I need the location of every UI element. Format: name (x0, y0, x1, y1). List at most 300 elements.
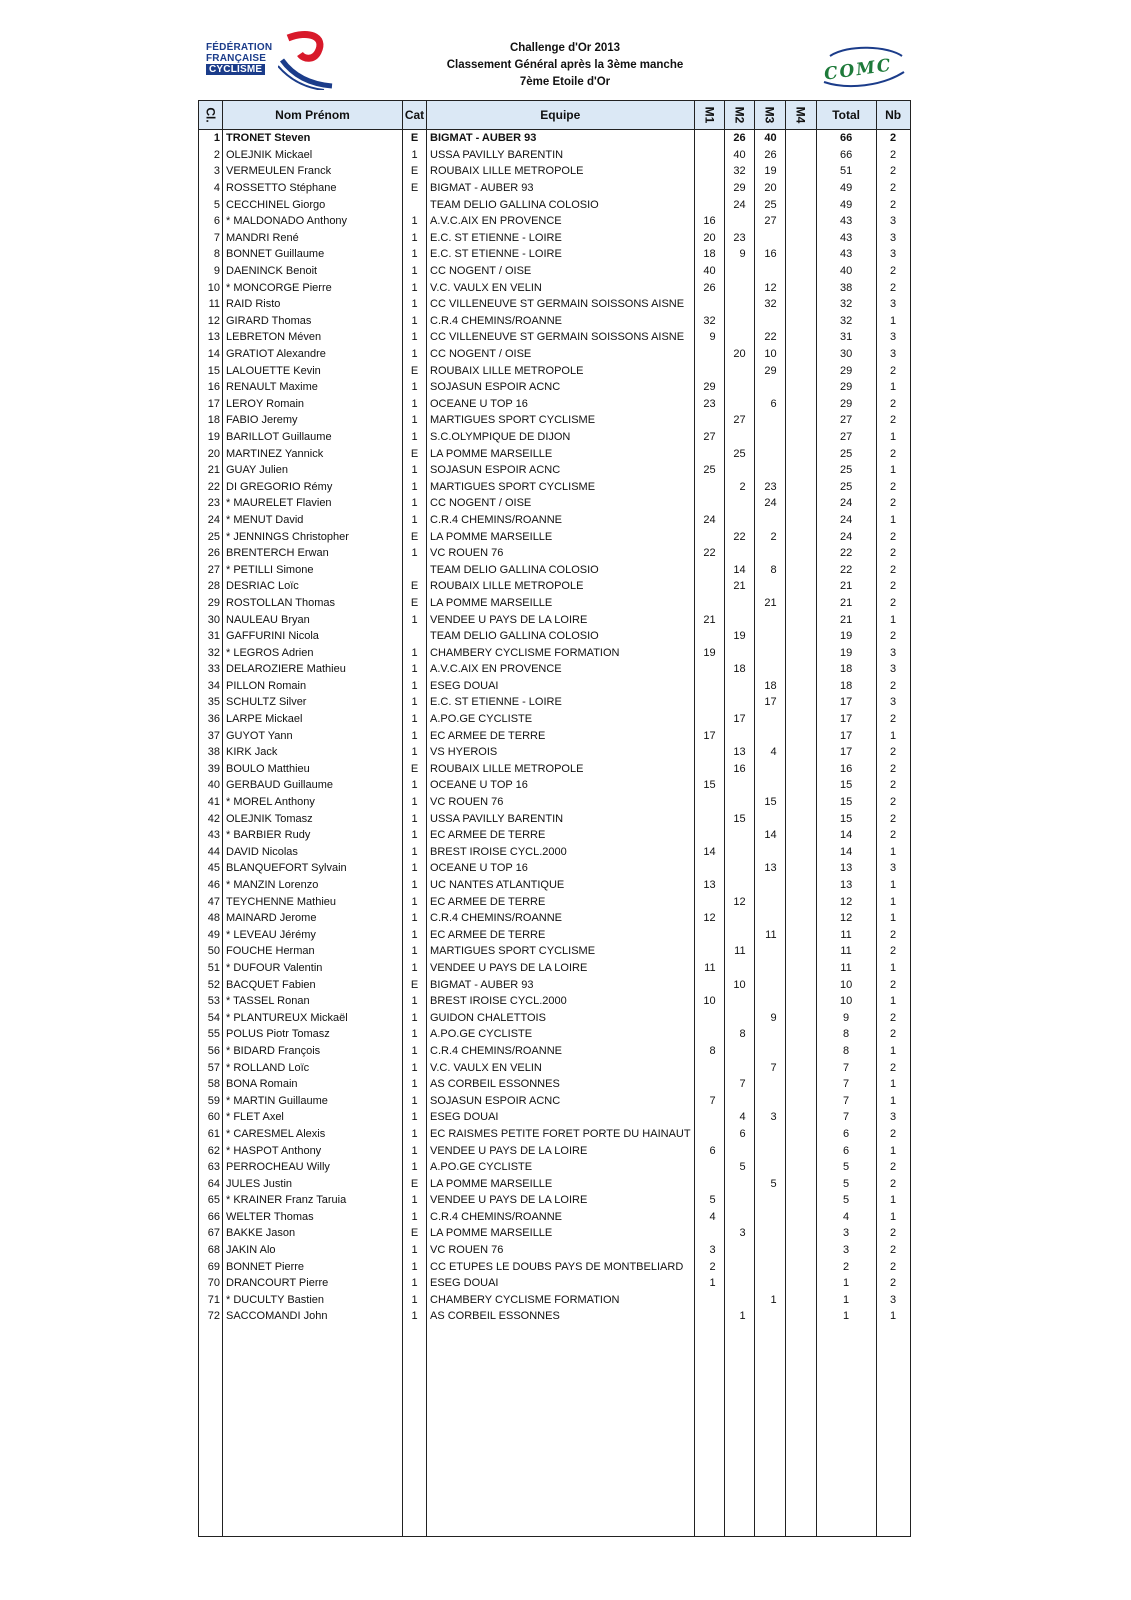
cell-team: TEAM DELIO GALLINA COLOSIO (427, 628, 695, 645)
cell-m2 (724, 396, 754, 413)
cell-rank: 14 (199, 346, 223, 363)
cell-m1 (694, 478, 724, 495)
cell-team: E.C. ST ETIENNE - LOIRE (427, 246, 695, 263)
cell-name: * BIDARD François (223, 1043, 403, 1060)
cell-name: * MANZIN Lorenzo (223, 877, 403, 894)
cell-team: VENDEE U PAYS DE LA LOIRE (427, 1142, 695, 1159)
cell-nb: 2 (876, 1059, 910, 1076)
cell-rank: 17 (199, 396, 223, 413)
cell-m2 (724, 595, 754, 612)
cell-m1 (694, 761, 724, 778)
page-title: Challenge d'Or 2013 (509, 42, 621, 54)
cell-total: 11 (816, 927, 876, 944)
cell-team: SOJASUN ESPOIR ACNC (427, 462, 695, 479)
cell-m4 (785, 512, 816, 529)
cell-m2 (724, 512, 754, 529)
cell-team: ROUBAIX LILLE METROPOLE (427, 578, 695, 595)
column-header-name: Nom Prénom (223, 101, 403, 130)
cell-total: 66 (816, 130, 876, 147)
cell-team: SOJASUN ESPOIR ACNC (427, 1092, 695, 1109)
table-row (199, 545, 911, 562)
cell-cat: E (403, 180, 427, 197)
cell-rank: 5 (199, 196, 223, 213)
cell-team: UC NANTES ATLANTIQUE (427, 877, 695, 894)
cell-team: MARTIGUES SPORT CYCLISME (427, 412, 695, 429)
cell-m1: 27 (694, 429, 724, 446)
cell-m3: 5 (754, 1175, 785, 1192)
cell-team: ESEG DOUAI (427, 1109, 695, 1126)
cell-total: 17 (816, 727, 876, 744)
cell-team: EC ARMEE DE TERRE (427, 727, 695, 744)
cell-nb: 2 (876, 1126, 910, 1143)
cell-m4 (785, 1308, 816, 1325)
cell-name: * KRAINER Franz Taruia (223, 1192, 403, 1209)
cell-cat: 1 (403, 429, 427, 446)
cell-rank: 1 (199, 130, 223, 147)
cell-rank: 18 (199, 412, 223, 429)
cell-m1 (694, 976, 724, 993)
cell-m4 (785, 910, 816, 927)
cell-m3 (754, 1225, 785, 1242)
cell-rank: 47 (199, 893, 223, 910)
cell-team: BIGMAT - AUBER 93 (427, 976, 695, 993)
cell-m1: 2 (694, 1258, 724, 1275)
cell-m1 (694, 163, 724, 180)
cell-m2 (724, 1175, 754, 1192)
cell-name: * MENUT David (223, 512, 403, 529)
cell-m1: 14 (694, 844, 724, 861)
cell-name: BONNET Guillaume (223, 246, 403, 263)
cell-cat (403, 628, 427, 645)
cell-m4 (785, 1043, 816, 1060)
cell-m4 (785, 1175, 816, 1192)
cell-m4 (785, 495, 816, 512)
cell-m1 (694, 495, 724, 512)
cell-name: * LEVEAU Jérémy (223, 927, 403, 944)
cell-cat: 1 (403, 1192, 427, 1209)
page-header (400, 40, 730, 91)
cell-rank: 34 (199, 678, 223, 695)
cell-nb: 2 (876, 1258, 910, 1275)
cell-m4 (785, 943, 816, 960)
cell-total: 43 (816, 246, 876, 263)
cell-m1: 22 (694, 545, 724, 562)
cell-team: TEAM DELIO GALLINA COLOSIO (427, 196, 695, 213)
cell-rank: 53 (199, 993, 223, 1010)
cell-rank: 38 (199, 744, 223, 761)
cell-cat: 1 (403, 478, 427, 495)
cell-m4 (785, 396, 816, 413)
cell-m4 (785, 147, 816, 164)
comc-logo (818, 46, 908, 90)
cell-name: LEBRETON Méven (223, 329, 403, 346)
cell-total: 6 (816, 1142, 876, 1159)
cell-m3: 23 (754, 478, 785, 495)
cell-m3: 11 (754, 927, 785, 944)
cell-cat: 1 (403, 313, 427, 330)
cell-name: LALOUETTE Kevin (223, 362, 403, 379)
cell-total: 29 (816, 396, 876, 413)
cell-m3: 24 (754, 495, 785, 512)
cell-m3 (754, 412, 785, 429)
cell-m1 (694, 927, 724, 944)
cell-rank: 51 (199, 960, 223, 977)
cell-team: VENDEE U PAYS DE LA LOIRE (427, 960, 695, 977)
cell-team: C.R.4 CHEMINS/ROANNE (427, 313, 695, 330)
cell-rank: 43 (199, 827, 223, 844)
table-row (199, 1043, 911, 1060)
column-header-rank: Cl. (199, 101, 223, 130)
cell-rank: 39 (199, 761, 223, 778)
cell-name: * JENNINGS Christopher (223, 528, 403, 545)
cell-m1: 9 (694, 329, 724, 346)
cell-name: * MAURELET Flavien (223, 495, 403, 512)
cell-total: 15 (816, 810, 876, 827)
comc-logo-text: COMC (822, 55, 894, 85)
cell-rank: 69 (199, 1258, 223, 1275)
cell-m1: 15 (694, 777, 724, 794)
column-header-m1: M1 (694, 101, 724, 130)
cell-rank: 49 (199, 927, 223, 944)
table-row (199, 1076, 911, 1093)
cell-m2: 25 (724, 445, 754, 462)
cell-m4 (785, 1009, 816, 1026)
cell-name: * PLANTUREUX Mickaël (223, 1009, 403, 1026)
cell-m3 (754, 1242, 785, 1259)
cell-name: RENAULT Maxime (223, 379, 403, 396)
cell-m1: 3 (694, 1242, 724, 1259)
cell-m2 (724, 362, 754, 379)
cell-m4 (785, 412, 816, 429)
cell-m2 (724, 794, 754, 811)
cell-team: VC ROUEN 76 (427, 1242, 695, 1259)
cell-cat: 1 (403, 396, 427, 413)
cell-name: DI GREGORIO Rémy (223, 478, 403, 495)
cell-m2: 4 (724, 1109, 754, 1126)
cell-m3 (754, 877, 785, 894)
cell-rank: 46 (199, 877, 223, 894)
cell-m2 (724, 429, 754, 446)
cell-team: LA POMME MARSEILLE (427, 445, 695, 462)
table-row (199, 993, 911, 1010)
cell-name: BONA Romain (223, 1076, 403, 1093)
cell-nb: 2 (876, 478, 910, 495)
cell-team: C.R.4 CHEMINS/ROANNE (427, 1209, 695, 1226)
cell-nb: 2 (876, 810, 910, 827)
cell-m4 (785, 761, 816, 778)
cell-m1: 25 (694, 462, 724, 479)
cell-m1 (694, 346, 724, 363)
cell-team: ROUBAIX LILLE METROPOLE (427, 163, 695, 180)
table-row (199, 445, 911, 462)
cell-cat: 1 (403, 412, 427, 429)
cell-name: LARPE Mickael (223, 711, 403, 728)
cell-m1 (694, 794, 724, 811)
cell-team: SOJASUN ESPOIR ACNC (427, 379, 695, 396)
table-row (199, 943, 911, 960)
cell-nb: 1 (876, 910, 910, 927)
cell-m4 (785, 927, 816, 944)
table-row (199, 1126, 911, 1143)
table-row (199, 196, 911, 213)
cell-nb: 2 (876, 711, 910, 728)
cell-team: BIGMAT - AUBER 93 (427, 130, 695, 147)
cell-m1 (694, 744, 724, 761)
cell-cat: 1 (403, 893, 427, 910)
cell-m3 (754, 1126, 785, 1143)
cell-team: EC RAISMES PETITE FORET PORTE DU HAINAUT (427, 1126, 695, 1143)
cell-rank: 50 (199, 943, 223, 960)
cell-total: 15 (816, 794, 876, 811)
cell-nb: 2 (876, 777, 910, 794)
cell-cat: 1 (403, 495, 427, 512)
cell-nb: 2 (876, 279, 910, 296)
cell-total: 11 (816, 960, 876, 977)
cell-team: CC VILLENEUVE ST GERMAIN SOISSONS AISNE (427, 329, 695, 346)
cell-m4 (785, 1258, 816, 1275)
cell-team: LA POMME MARSEILLE (427, 1175, 695, 1192)
table-row (199, 927, 911, 944)
cell-team: LA POMME MARSEILLE (427, 1225, 695, 1242)
cell-rank: 13 (199, 329, 223, 346)
cell-m4 (785, 810, 816, 827)
table-row (199, 1292, 911, 1309)
cell-rank: 2 (199, 147, 223, 164)
cell-name: TEYCHENNE Mathieu (223, 893, 403, 910)
table-row (199, 379, 911, 396)
cell-m2: 40 (724, 147, 754, 164)
cell-m4 (785, 1142, 816, 1159)
cell-nb: 3 (876, 1109, 910, 1126)
cell-total: 10 (816, 976, 876, 993)
cell-m1: 5 (694, 1192, 724, 1209)
cell-name: BRENTERCH Erwan (223, 545, 403, 562)
cell-nb: 2 (876, 362, 910, 379)
cell-nb: 2 (876, 163, 910, 180)
cell-name: BONNET Pierre (223, 1258, 403, 1275)
cell-nb: 2 (876, 396, 910, 413)
cell-m3: 9 (754, 1009, 785, 1026)
cell-m4 (785, 744, 816, 761)
table-row (199, 313, 911, 330)
cell-total: 19 (816, 628, 876, 645)
cell-cat (403, 196, 427, 213)
cell-m3 (754, 1159, 785, 1176)
cell-m4 (785, 1159, 816, 1176)
cell-m2: 24 (724, 196, 754, 213)
cell-m1 (694, 445, 724, 462)
cell-team: C.R.4 CHEMINS/ROANNE (427, 1043, 695, 1060)
cell-total: 25 (816, 478, 876, 495)
cell-total: 51 (816, 163, 876, 180)
cell-m3 (754, 462, 785, 479)
cell-name: VERMEULEN Franck (223, 163, 403, 180)
cell-m2 (724, 495, 754, 512)
table-row (199, 893, 911, 910)
cell-m3: 8 (754, 561, 785, 578)
cell-rank: 71 (199, 1292, 223, 1309)
logo-line-2: FRANÇAISE (206, 53, 267, 64)
cell-nb: 1 (876, 462, 910, 479)
table-row (199, 810, 911, 827)
cell-m3 (754, 976, 785, 993)
cell-total: 32 (816, 313, 876, 330)
cell-rank: 66 (199, 1209, 223, 1226)
cell-nb: 1 (876, 893, 910, 910)
cell-total: 14 (816, 827, 876, 844)
cell-nb: 2 (876, 528, 910, 545)
table-row (199, 561, 911, 578)
cell-m3 (754, 943, 785, 960)
cell-cat: E (403, 528, 427, 545)
cell-m2 (724, 1209, 754, 1226)
cell-rank: 31 (199, 628, 223, 645)
cell-cat (403, 561, 427, 578)
column-header-team: Equipe (427, 101, 695, 130)
cell-cat: E (403, 1225, 427, 1242)
cell-rank: 16 (199, 379, 223, 396)
cell-total: 13 (816, 860, 876, 877)
cell-total: 43 (816, 213, 876, 230)
cell-cat: 1 (403, 727, 427, 744)
cell-m2: 19 (724, 628, 754, 645)
cell-m1 (694, 711, 724, 728)
cell-m2 (724, 1275, 754, 1292)
cell-total: 43 (816, 230, 876, 247)
cell-nb: 2 (876, 794, 910, 811)
cell-m1: 11 (694, 960, 724, 977)
cell-m2 (724, 313, 754, 330)
cell-m3: 26 (754, 147, 785, 164)
cell-team: A.V.C.AIX EN PROVENCE (427, 661, 695, 678)
cell-nb: 3 (876, 329, 910, 346)
table-row (199, 495, 911, 512)
cell-name: GUYOT Yann (223, 727, 403, 744)
table-row (199, 611, 911, 628)
cell-name: JULES Justin (223, 1175, 403, 1192)
cell-rank: 35 (199, 694, 223, 711)
cell-cat: 1 (403, 993, 427, 1010)
cell-m1: 24 (694, 512, 724, 529)
cell-cat: 1 (403, 1126, 427, 1143)
cell-team: CC NOGENT / OISE (427, 495, 695, 512)
cell-rank: 27 (199, 561, 223, 578)
table-row (199, 1092, 911, 1109)
cell-m4 (785, 628, 816, 645)
table-row (199, 362, 911, 379)
cell-cat: 1 (403, 1026, 427, 1043)
table-row (199, 694, 911, 711)
cell-m3 (754, 1209, 785, 1226)
cell-name: * MONCORGE Pierre (223, 279, 403, 296)
cell-m3 (754, 379, 785, 396)
cell-team: CHAMBERY CYCLISME FORMATION (427, 1292, 695, 1309)
cell-m1 (694, 1109, 724, 1126)
cell-nb: 2 (876, 1175, 910, 1192)
cell-name: * TASSEL Ronan (223, 993, 403, 1010)
cell-m3: 2 (754, 528, 785, 545)
table-row (199, 877, 911, 894)
cell-cat: 1 (403, 545, 427, 562)
cell-cat: 1 (403, 910, 427, 927)
table-row (199, 1308, 911, 1325)
cell-m4 (785, 844, 816, 861)
cell-total: 3 (816, 1242, 876, 1259)
cell-cat: E (403, 761, 427, 778)
cell-team: AS CORBEIL ESSONNES (427, 1076, 695, 1093)
cell-rank: 12 (199, 313, 223, 330)
cell-cat: 1 (403, 644, 427, 661)
cell-name: BACQUET Fabien (223, 976, 403, 993)
table-row (199, 246, 911, 263)
cell-cat: 1 (403, 462, 427, 479)
cell-cat: 1 (403, 329, 427, 346)
cell-nb: 1 (876, 1076, 910, 1093)
cell-cat: E (403, 362, 427, 379)
cell-m3 (754, 445, 785, 462)
cell-m1: 29 (694, 379, 724, 396)
cell-team: ROUBAIX LILLE METROPOLE (427, 761, 695, 778)
cell-name: SACCOMANDI John (223, 1308, 403, 1325)
cell-cat: 1 (403, 777, 427, 794)
cell-m2: 14 (724, 561, 754, 578)
table-row (199, 1225, 911, 1242)
cell-nb: 2 (876, 678, 910, 695)
cell-nb: 1 (876, 1308, 910, 1325)
cyclist-swoosh-icon (278, 30, 334, 90)
cell-m2: 27 (724, 412, 754, 429)
cell-total: 49 (816, 180, 876, 197)
cell-m2 (724, 910, 754, 927)
cell-m4 (785, 545, 816, 562)
empty-cell (427, 1325, 695, 1537)
table-row (199, 130, 911, 147)
cell-m3 (754, 1142, 785, 1159)
table-row (199, 1192, 911, 1209)
cell-rank: 65 (199, 1192, 223, 1209)
cell-nb: 2 (876, 943, 910, 960)
cell-name: * DUFOUR Valentin (223, 960, 403, 977)
cell-cat: 1 (403, 794, 427, 811)
cell-team: OCEANE U TOP 16 (427, 777, 695, 794)
cell-nb: 2 (876, 561, 910, 578)
cell-rank: 42 (199, 810, 223, 827)
cell-rank: 26 (199, 545, 223, 562)
cell-cat: 1 (403, 694, 427, 711)
cell-team: VENDEE U PAYS DE LA LOIRE (427, 611, 695, 628)
cell-m2 (724, 827, 754, 844)
column-header-cat: Cat (403, 101, 427, 130)
table-row (199, 213, 911, 230)
cell-name: NAULEAU Bryan (223, 611, 403, 628)
table-row (199, 628, 911, 645)
cell-m2 (724, 644, 754, 661)
cell-cat: 1 (403, 147, 427, 164)
cell-m2 (724, 296, 754, 313)
table-row (199, 860, 911, 877)
cell-m4 (785, 213, 816, 230)
cell-rank: 29 (199, 595, 223, 612)
cell-total: 1 (816, 1308, 876, 1325)
cell-rank: 22 (199, 478, 223, 495)
cell-m3 (754, 711, 785, 728)
cell-cat: 1 (403, 1009, 427, 1026)
cell-cat: 1 (403, 1258, 427, 1275)
table-row (199, 1159, 911, 1176)
cell-m3 (754, 1043, 785, 1060)
cell-name: * MARTIN Guillaume (223, 1092, 403, 1109)
cell-team: MARTIGUES SPORT CYCLISME (427, 478, 695, 495)
